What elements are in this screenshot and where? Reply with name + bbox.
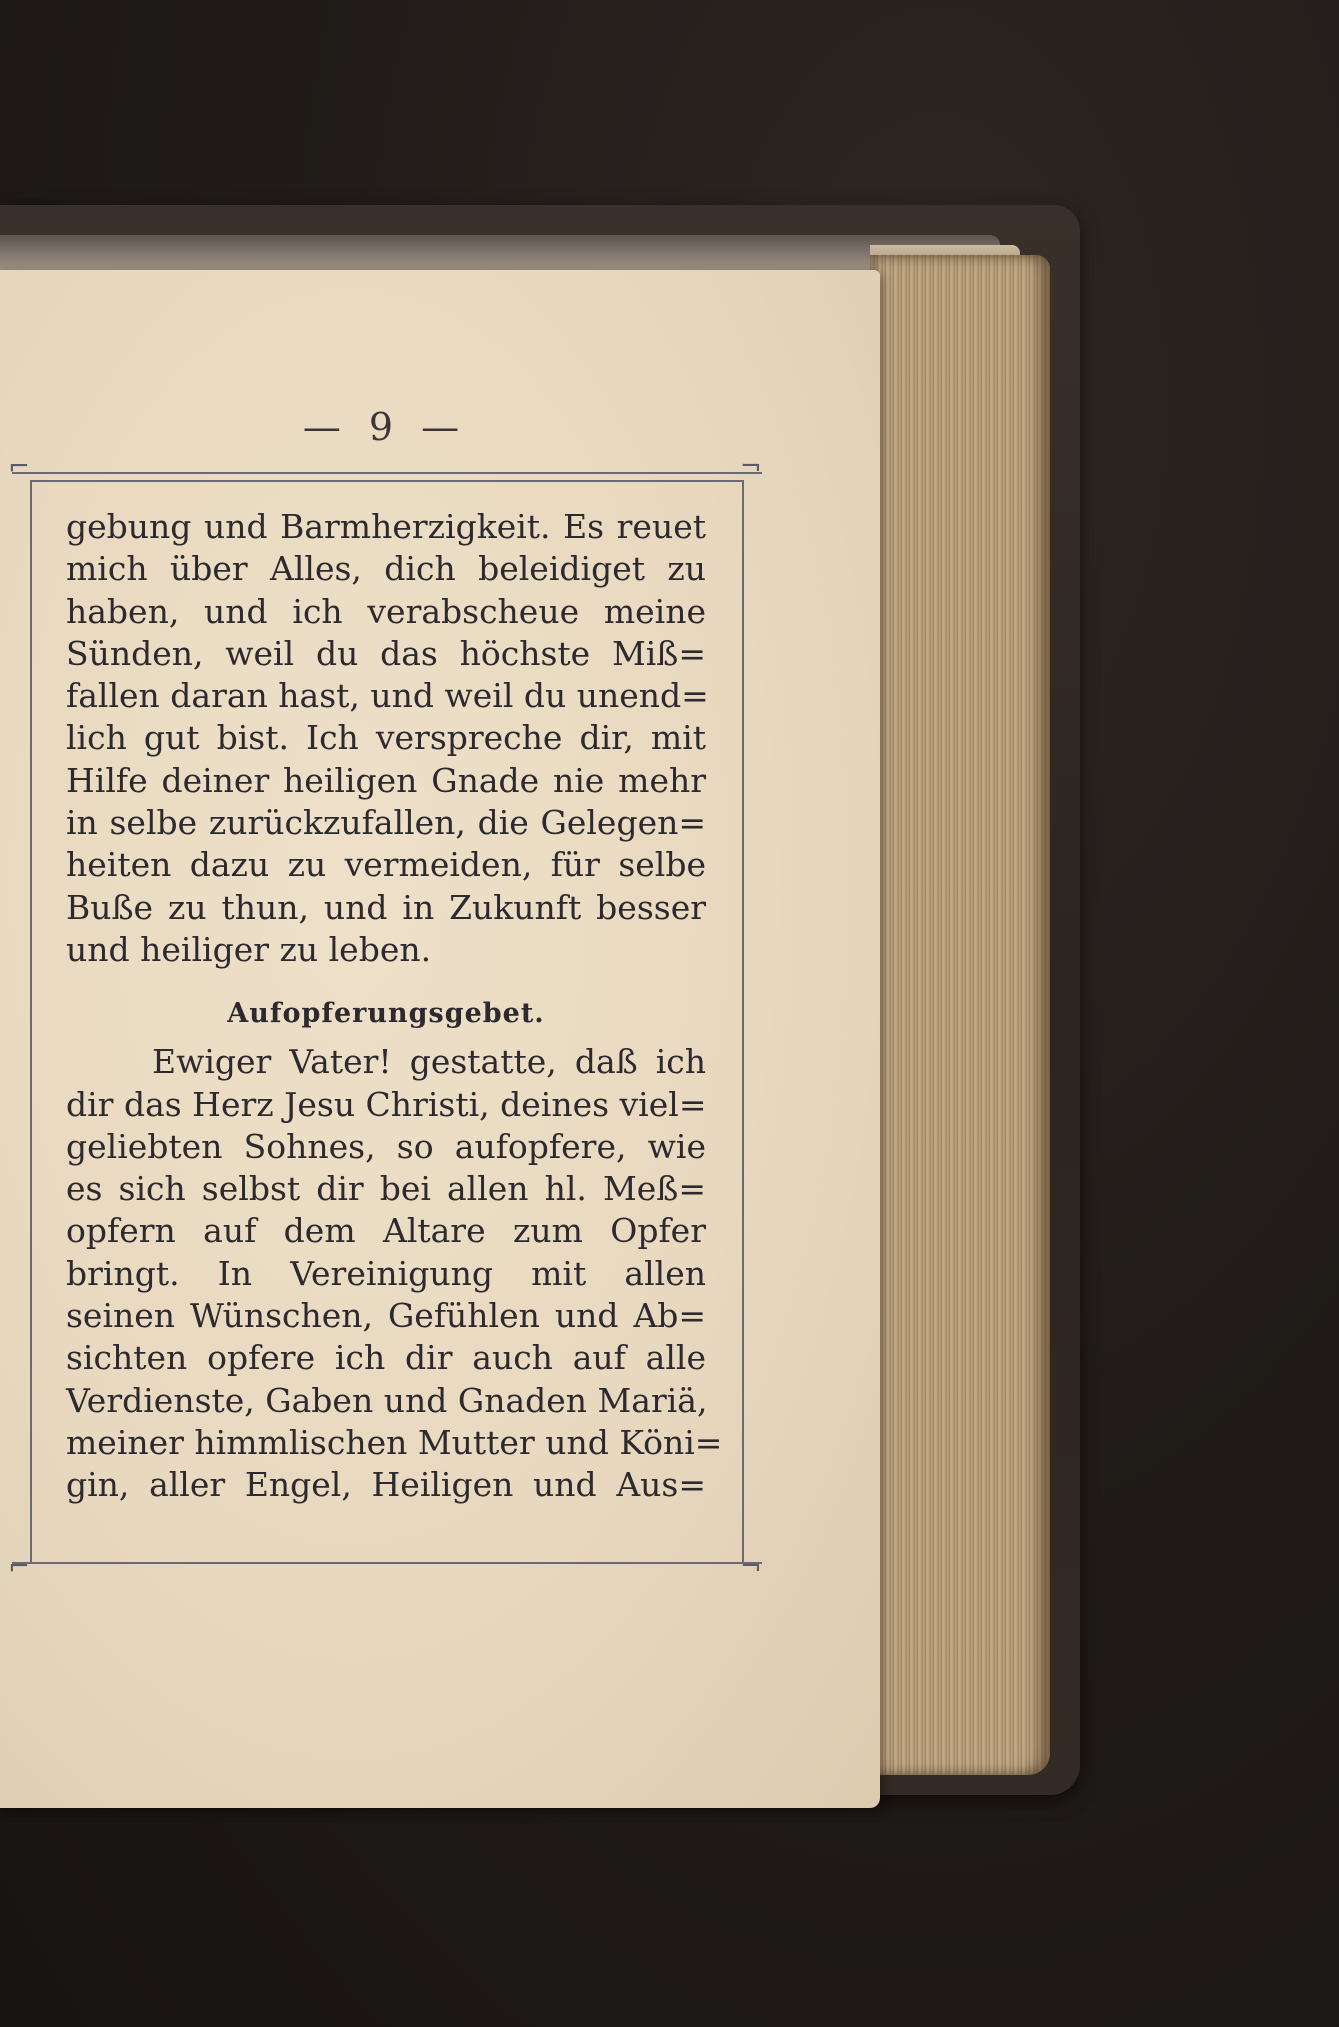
text-line: und heiliger zu leben. [66,929,432,969]
text-line: haben, und ich verabscheue meine [66,591,706,631]
text-line: Hilfe deiner heiligen Gnade nie mehr [66,760,706,800]
text-line: heiten dazu zu vermeiden, für selbe [66,845,706,885]
frame-bottom-rule [12,1562,762,1564]
corner-ornament-bottom-left-icon: ⌐ [8,1552,30,1582]
text-line: Verdienste, Gaben und Gnaden Mariä, [66,1380,708,1420]
text-line: dir das Herz Jesu Christi, deines viel= [66,1084,707,1124]
text-line: opfern auf dem Altare zum Opfer [66,1211,706,1251]
text-line: fallen daran hast, und weil du unend= [66,676,709,716]
corner-ornament-top-left-icon: ⌐ [8,452,30,482]
text-line: es sich selbst dir bei allen hl. Meß= [66,1169,706,1209]
corner-ornament-top-right-icon: ¬ [740,452,762,482]
text-line: Sünden, weil du das höchste Miß= [66,633,706,673]
text-line: gebung und Barmherzigkeit. Es reuet [66,507,706,546]
corner-ornament-bottom-right-icon: ¬ [740,1552,762,1582]
text-line: seinen Wünschen, Gefühlen und Ab= [66,1296,706,1336]
text-line: lich gut bist. Ich verspreche dir, mit [66,718,706,758]
text-line: bringt. In Vereinigung mit allen [66,1253,706,1293]
text-line: geliebten Sohnes, so aufopfere, wie [66,1126,706,1166]
text-line: meiner himmlischen Mutter und Köni= [66,1422,723,1462]
text-line: sichten opfere ich dir auch auf alle [66,1338,706,1378]
section-heading: Aufopferungsgebet. [227,998,545,1030]
page-text [66,506,723,1507]
text-line: gin, aller Engel, Heiligen und Aus= [66,1465,706,1505]
frame-top-rule [12,472,762,474]
text-line: mich über Alles, dich beleidiget zu [66,549,706,589]
text-line: in selbe zurückzufallen, die Gelegen= [66,803,706,843]
text-line: Ewiger Vater! gestatte, daß ich [152,1042,706,1082]
book-cover-top-edge [0,235,1000,275]
text-line: Buße zu thun, und in Zukunft besser [66,887,706,927]
page-number: — 9 — [302,405,468,449]
gilt-page-edges [870,255,1050,1775]
